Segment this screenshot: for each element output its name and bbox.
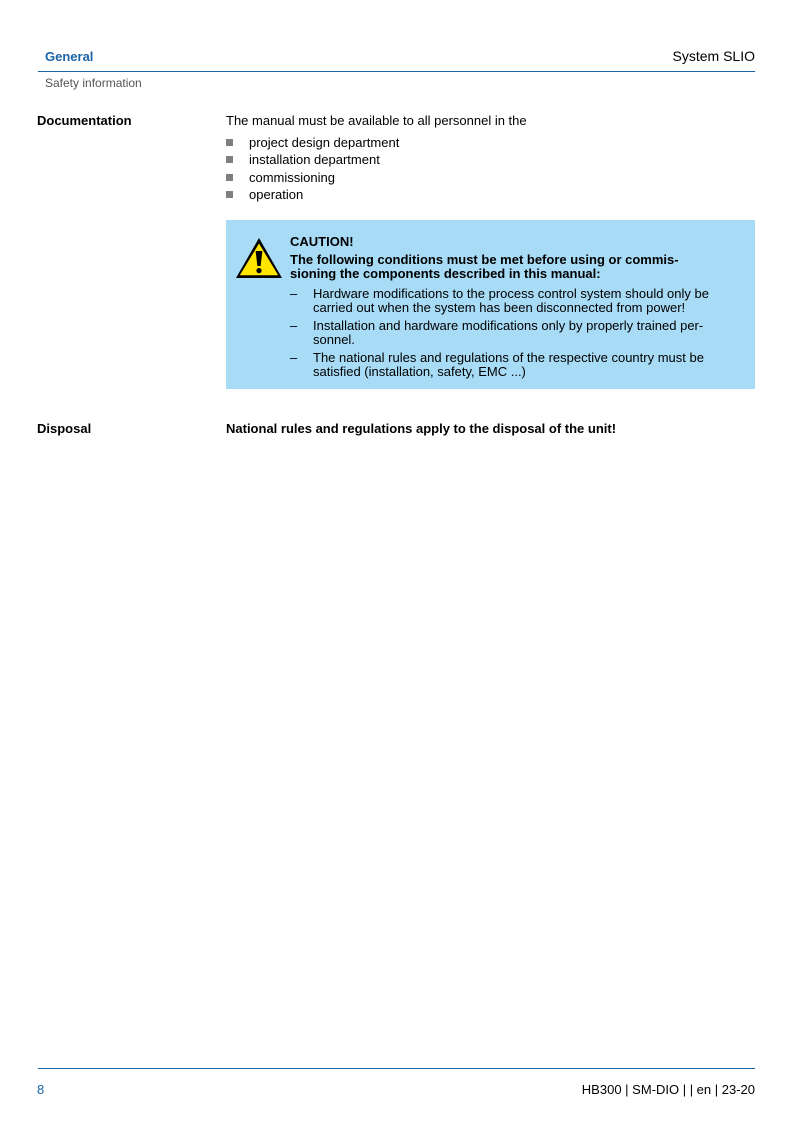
documentation-intro: The manual must be available to all personnel in the <box>226 113 527 128</box>
dash-bullet: – <box>290 286 298 301</box>
page-number: 8 <box>37 1082 45 1097</box>
list-item: – Hardware modifications to the process control system should only be carried out when the system has been disconnected from power! <box>290 286 709 315</box>
disposal-label: Disposal <box>37 421 92 436</box>
square-bullet-icon <box>226 174 233 181</box>
list-item: project design department <box>226 134 399 151</box>
caution-title: CAUTION! <box>290 234 354 249</box>
header-divider <box>38 71 755 72</box>
caution-intro: The following conditions must be met before using or commis- sioning the components described in this manual: <box>290 252 679 281</box>
warning-triangle-icon <box>234 236 284 280</box>
square-bullet-icon <box>226 139 233 146</box>
list-item: – The national rules and regulations of the respective country must be satisfied (installation, safety, EMC ...) <box>290 350 704 379</box>
list-item: – Installation and hardware modifications only by properly trained per- sonnel. <box>290 318 704 347</box>
section-title: General <box>45 49 94 64</box>
subsection-title: Safety information <box>45 76 142 90</box>
caution-list <box>290 287 745 383</box>
dash-bullet: – <box>290 318 298 333</box>
caution-box <box>226 220 755 389</box>
square-bullet-icon <box>226 156 233 163</box>
product-name: System SLIO <box>672 48 755 64</box>
list-item: installation department <box>226 151 399 168</box>
disposal-text: National rules and regulations apply to the disposal of the unit! <box>226 421 617 436</box>
documentation-list <box>226 134 399 203</box>
list-item: operation <box>226 186 399 203</box>
dash-bullet: – <box>290 350 298 365</box>
list-item: commissioning <box>226 169 399 186</box>
documentation-label: Documentation <box>37 113 132 128</box>
square-bullet-icon <box>226 191 233 198</box>
document-reference: HB300 | SM-DIO | | en | 23-20 <box>581 1082 755 1097</box>
footer-divider <box>38 1068 755 1069</box>
